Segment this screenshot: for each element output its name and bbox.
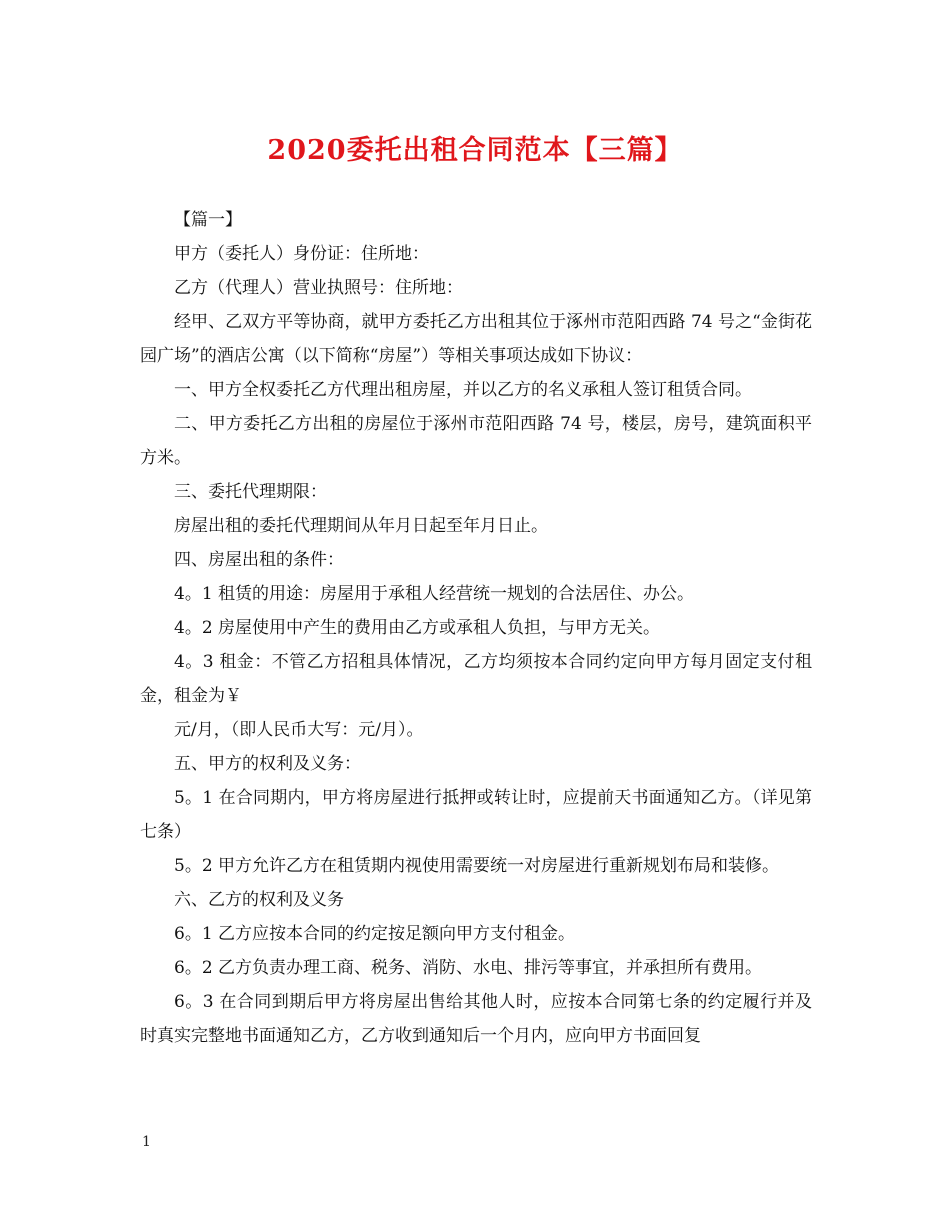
paragraph-clause-1: 一、甲方全权委托乙方代理出租房屋，并以乙方的名义承租人签订租赁合同。	[174, 380, 752, 400]
paragraph-party-b: 乙方（代理人）营业执照号：住所地：	[174, 278, 463, 298]
document-body	[140, 203, 812, 1053]
paragraph-party-a: 甲方（委托人）身份证：住所地：	[174, 244, 429, 264]
page-number: 1	[142, 1134, 151, 1150]
paragraph-clause-4-3-cont: 元/月，（即人民币大写：元/月）。	[174, 720, 424, 740]
paragraph-clause-5-heading: 五、甲方的权利及义务：	[174, 754, 361, 774]
paragraph-clause-5-2: 5。2 甲方允许乙方在租赁期内视使用需要统一对房屋进行重新规划布局和装修。	[174, 856, 780, 876]
paragraph-clause-6-1: 6。1 乙方应按本合同的约定按足额向甲方支付租金。	[174, 924, 576, 944]
paragraph-clause-6-heading: 六、乙方的权利及义务	[174, 890, 344, 910]
paragraph-clause-6-3: 6。3 在合同到期后甲方将房屋出售给其他人时，应按本合同第七条的约定履行并及时真实完整地书面通知乙方，乙方收到通知后一个月内，应向甲方书面回复	[140, 992, 812, 1046]
paragraph-preamble: 经甲、乙双方平等协商，就甲方委托乙方出租其位于涿州市范阳西路 74 号之“金街花园广场”的酒店公寓（以下简称“房屋”）等相关事项达成如下协议：	[140, 312, 812, 366]
paragraph-clause-4-1: 4。1 租赁的用途：房屋用于承租人经营统一规划的合法居住、办公。	[174, 584, 695, 604]
paragraph-clause-3-heading: 三、委托代理期限：	[174, 482, 327, 502]
document-title: 2020委托出租合同范本【三篇】	[267, 135, 683, 166]
paragraph-clause-4-2: 4。2 房屋使用中产生的费用由乙方或承租人负担，与甲方无关。	[174, 618, 661, 638]
paragraph-section-heading: 【篇一】	[174, 210, 242, 230]
paragraph-clause-2: 二、甲方委托乙方出租的房屋位于涿州市范阳西路 74 号，楼层，房号，建筑面积平方米。	[140, 414, 812, 468]
paragraph-clause-4-heading: 四、房屋出租的条件：	[174, 550, 344, 570]
paragraph-clause-6-2: 6。2 乙方负责办理工商、税务、消防、水电、排污等事宜，并承担所有费用。	[174, 958, 763, 978]
paragraph-clause-4-3: 4。3 租金：不管乙方招租具体情况，乙方均须按本合同约定向甲方每月固定支付租金，租金为￥	[140, 652, 812, 706]
paragraph-clause-5-1: 5。1 在合同期内，甲方将房屋进行抵押或转让时，应提前天书面通知乙方。（详见第七条）	[140, 788, 812, 842]
paragraph-clause-3-body: 房屋出租的委托代理期间从年月日起至年月日止。	[174, 516, 548, 536]
